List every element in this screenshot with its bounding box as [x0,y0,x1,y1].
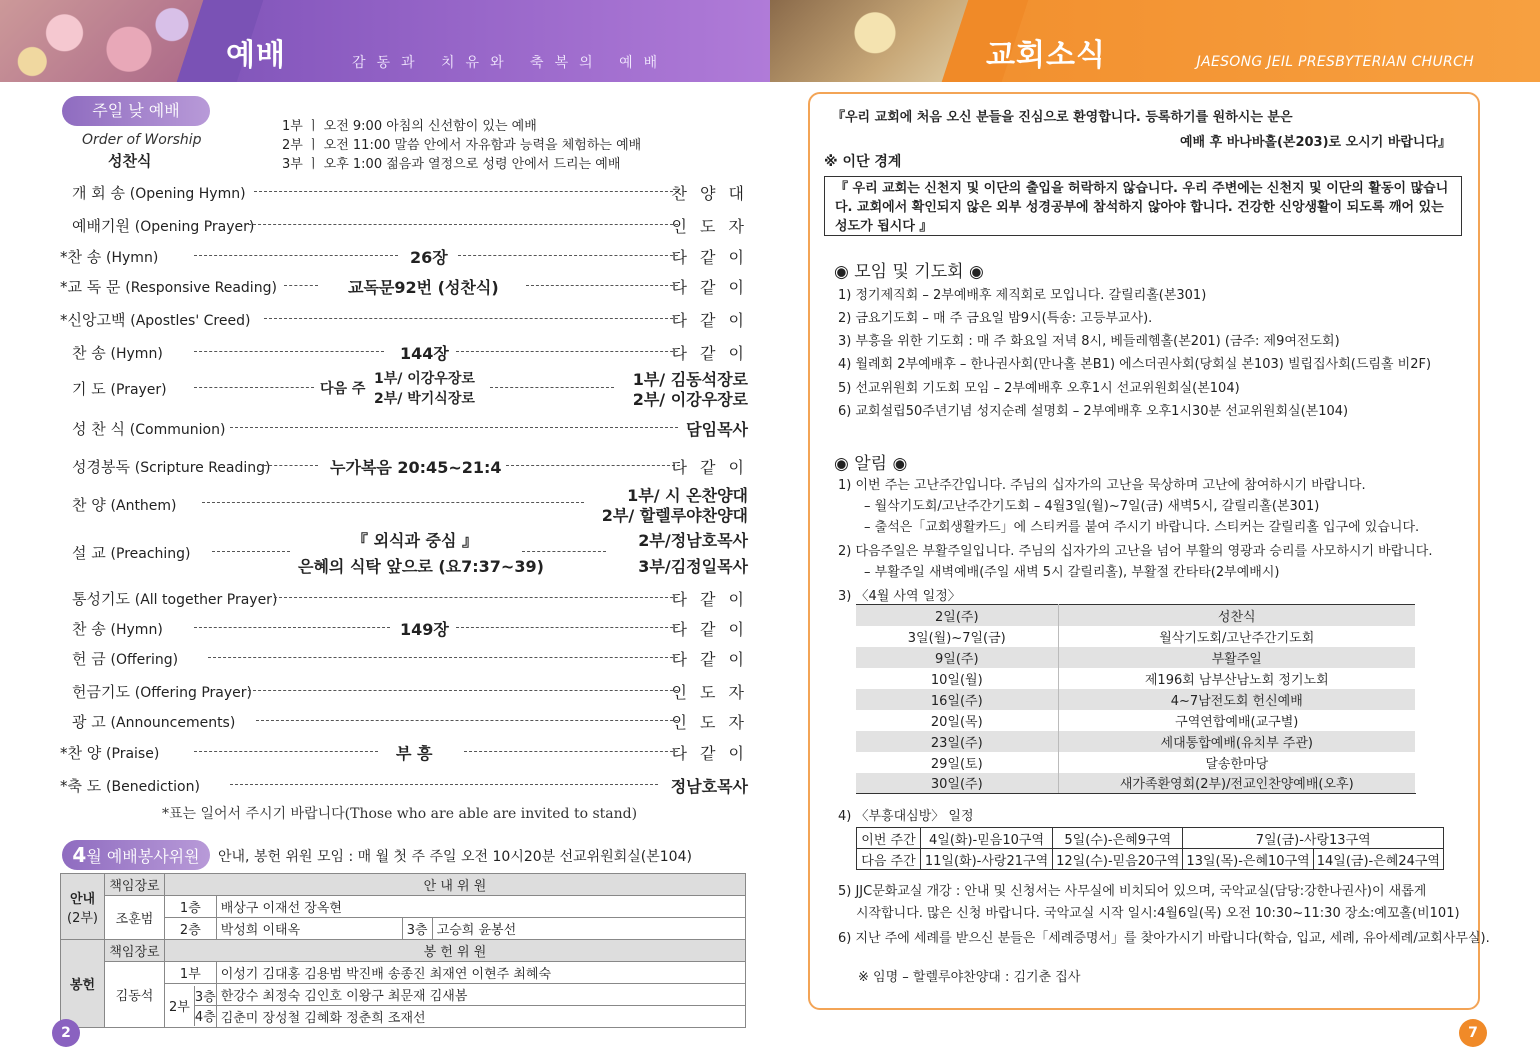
order-row-opening-prayer: 예배기원 (Opening Prayer) 인 도 자 [72,217,748,236]
order-row-anthem: 찬 양 (Anthem) 1부/ 시 온찬양대 2부/ 할렐루야찬양대 [72,486,748,525]
church-name-en: JAESONG JEIL PRESBYTERIAN CHURCH [1196,54,1474,70]
table-row: 10일(월) 제196회 남부산남노회 정기노회 [856,668,1416,689]
meeting-item: 4) 월례회 2부예배후 – 한나권사회(만나홀 본B1) 에스더권사회(당회실 본103) 빌립집사회(드림홀 비2F) [838,357,1432,372]
order-row-hymn-1: *찬 송 (Hymn) 26장 다 같 이 [60,248,748,267]
notice-subitem: – 월삭기도회/고난주간기도회 – 4월3일(월)~7일(금) 새벽5시, 갈릴리홀(본301) [864,499,1320,514]
heresy-heading: ※ 이단 경계 [824,154,902,170]
service-3: 3부 ㅣ 오후 1:00 젊음과 열정으로 성령 안에서 드리는 예배 [282,157,621,172]
notice-subitem: – 출석은「교회생활카드」에 스티커를 붙여 주시기 바랍니다. 스티커는 갈릴리홀 입구에 있습니다. [864,520,1420,535]
left-header [0,0,770,82]
welcome-line-2: 예배 후 바나바홀(본203)로 오시기 바랍니다』 [1180,135,1452,150]
order-row-communion: 성 찬 식 (Communion) 담임목사 [72,420,748,439]
meetings-heading: ◉ 모임 및 기도회 ◉ [834,262,984,282]
table-row: 9일(주) 부활주일 [856,647,1416,668]
order-of-worship-ko: 성찬식 [108,152,152,170]
notice-item-cont: 시작합니다. 많은 신청 바랍니다. 국악교실 시작 일시:4월6일(목) 오전 10:30~11:30 장소:예꼬홀(비101) [856,906,1460,921]
service-2: 2부 ㅣ 오전 11:00 말씀 안에서 자유함과 능력을 체험하는 예배 [282,138,642,153]
order-row-announcements: 광 고 (Announcements) 인 도 자 [72,713,748,732]
page-number-left: 2 [52,1019,80,1047]
table-row: 다음 주간 11일(화)-사랑21구역 12일(수)-믿음20구역 13일(목)-은혜10구역 14일(금)-은혜24구역 [857,849,1444,870]
order-of-worship-en: Order of Worship [82,132,202,148]
heresy-warning-box: 『 우리 교회는 신천지 및 이단의 출입을 허락하지 않습니다. 우리 주변에는 신천지 및 이단의 활동이 많습니다. 교회에서 확인되지 않은 외부 성경공부에 참석하지 않아야 합니다. 건강한 신앙생활이 되도록 깨어 있는 성도가 됩시다 』 [824,176,1462,236]
notice-item: 6) 지난 주에 세례를 받으신 분들은「세례증명서」를 찾아가시기 바랍니다(학습, 입교, 세례, 유아세례/교회사무실). [838,931,1490,946]
april-schedule-table [856,604,1416,794]
table-row: 16일(주) 4~7남전도회 헌신예배 [856,689,1416,710]
meeting-item: 1) 정기제직회 – 2부예배후 제직회로 모입니다. 갈릴리홀(본301) [838,288,1207,303]
notices-heading: ◉ 알림 ◉ [834,454,908,474]
order-row-offering: 헌 금 (Offering) 다 같 이 [72,650,748,669]
order-row-hymn-3: 찬 송 (Hymn) 149장 다 같 이 [72,620,748,639]
welcome-line-1: 『우리 교회에 처음 오신 분들을 진심으로 환영합니다. 등록하기를 원하시는 분은 [832,110,1293,125]
revival-visit-table [856,827,1444,870]
volunteers-table: 안내 (2부) 책임장로 안 내 위 원 조훈범 1층 배상구 이재선 장옥현 2층 박성희 이태옥 3층 고승희 윤봉선 봉헌 책임장로 봉 헌 위 원 김동석 1부 이성기 김대홍 김용범 박진배 송종진 최재연 이현주 최혜숙 2부 3층 4층 한강수 최정숙 김인호 이왕구 최문재 김새봄 김춘미 장성철 김혜화 정춘희 조재선 [60,873,746,1028]
notice-item: 4) 〈부흥대심방〉 일정 [838,809,974,824]
notice-item: 2) 다음주일은 부활주일입니다. 주님의 십자가의 고난을 넘어 부활의 영광과 승리를 사모하시기 바랍니다. [838,544,1433,559]
meeting-item: 2) 금요기도회 – 매 주 금요일 밤9시(특송: 고등부교사). [838,311,1153,326]
sunday-worship-pill: 주일 낮 예배 [62,96,210,126]
service-1: 1부 ㅣ 오전 9:00 아침의 신선함이 있는 예배 [282,119,537,134]
volunteers-pill: 4월 예배봉사위원 [62,840,210,870]
notice-item: 5) JJC문화교실 개강 : 안내 및 신청서는 사무실에 비치되어 있으며, 국악교실(담당:강한나권사)이 새롭게 [838,884,1427,899]
order-row-preaching: 설 교 (Preaching) 『 외식과 중심 』 은혜의 식탁 앞으로 (요7:37~39) 2부/정남호목사 3부/김정일목사 [72,531,748,576]
meeting-item: 3) 부흥을 위한 기도회 : 매 주 화요일 저녁 8시, 베들레헴홀(본201) (금주: 제9여전도회) [838,334,1340,349]
volunteers-meeting: 안내, 봉헌 위원 모임 : 매 월 첫 주 주일 오전 10시20분 선교위원회실(본104) [218,849,692,865]
order-row-scripture: 성경봉독 (Scripture Reading) 누가복음 20:45~21:4 다 같 이 [72,458,748,477]
page-number-right: 7 [1459,1019,1487,1047]
notice-item: 1) 이번 주는 고난주간입니다. 주님의 십자가의 고난을 묵상하며 고난에 참여하시기 바랍니다. [838,478,1366,493]
order-row-responsive-reading: *교 독 문 (Responsive Reading) 교독문92번 (성찬식) 다 같 이 [60,278,748,297]
table-row: 30일(주) 새가족환영회(2부)/전교인찬양예배(오후) [856,773,1416,794]
right-header-title: 교회소식 [986,38,1106,73]
table-row: 3일(월)~7일(금) 월삭기도회/고난주간기도회 [856,626,1416,647]
appointment-note: ※ 임명 – 할렐루야찬양대 : 김기춘 집사 [858,970,1081,985]
table-row: 이번 주간 4일(화)-믿음10구역 5일(수)-은혜9구역 7일(금)-사랑13구역 [857,828,1444,849]
order-row-hymn-2: 찬 송 (Hymn) 144장 다 같 이 [72,344,748,363]
order-row-prayer: 기 도 (Prayer) 다음 주 1부/ 이강우장로 2부/ 박기식장로 1부/ 김동석장로 2부/ 이강우장로 [72,370,748,409]
table-row: 20일(목) 구역연합예배(교구별) [856,710,1416,731]
order-row-opening-hymn: 개 회 송 (Opening Hymn) 찬 양 대 [72,184,748,203]
left-header-subtitle: 감동과 치유와 축복의 예배 [352,55,669,71]
table-row: 2일(주) 성찬식 [856,605,1416,626]
right-header [770,0,1540,82]
notice-subitem: – 부활주일 새벽예배(주일 새벽 5시 갈릴리홀), 부활절 칸타타(2부예배시) [864,565,1280,580]
left-header-title: 예배 [226,38,286,73]
order-row-offering-prayer: 헌금기도 (Offering Prayer) 인 도 자 [72,683,748,702]
meeting-item: 6) 교회설립50주년기념 성지순례 설명회 – 2부예배후 오후1시30분 선교위원회실(본104) [838,404,1349,419]
order-row-benediction: *축 도 (Benediction) 정남호목사 [60,777,748,796]
order-row-together-prayer: 통성기도 (All together Prayer) 다 같 이 [72,590,748,609]
meeting-item: 5) 선교위원회 기도회 모임 – 2부예배후 오후1시 선교위원회실(본104) [838,381,1240,396]
standing-note: *표는 일어서 주시기 바랍니다(Those who are able are invited to stand) [162,806,638,822]
order-row-apostles-creed: *신앙고백 (Apostles' Creed) 다 같 이 [60,311,748,330]
table-row: 23일(주) 세대통합예배(유치부 주관) [856,731,1416,752]
notice-item: 3) 〈4월 사역 일정〉 [838,589,961,604]
order-row-praise: *찬 양 (Praise) 부 흥 다 같 이 [60,744,748,763]
table-row: 29일(토) 달송한마당 [856,752,1416,773]
